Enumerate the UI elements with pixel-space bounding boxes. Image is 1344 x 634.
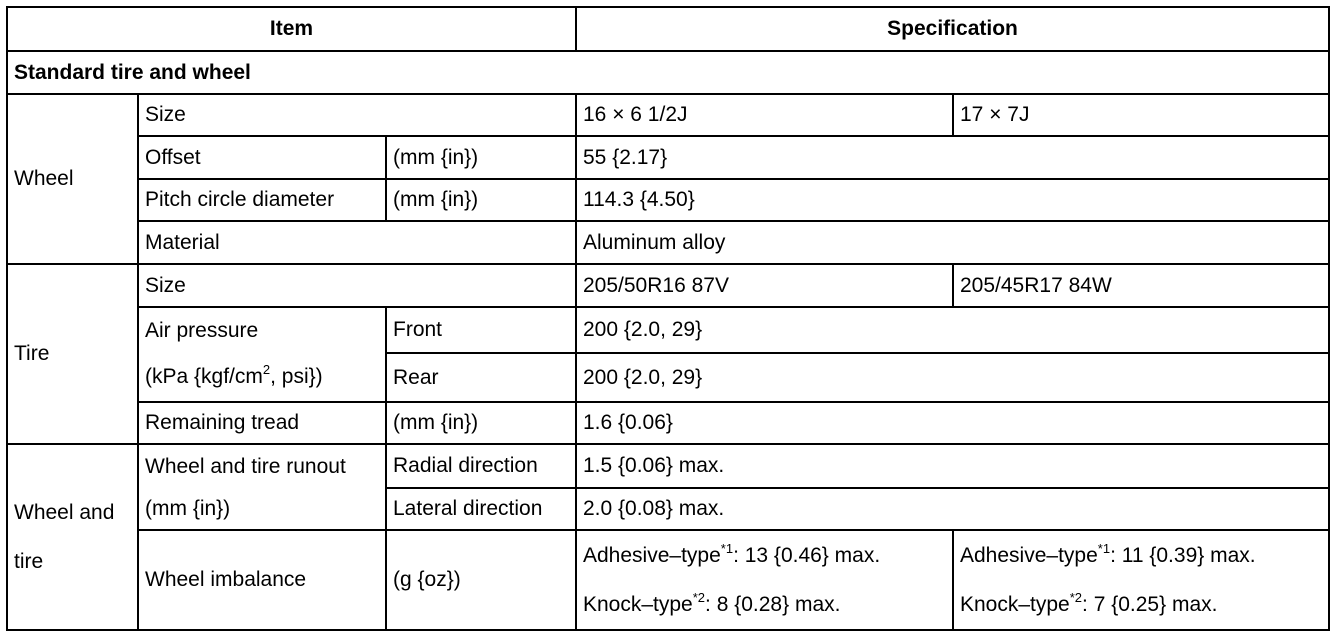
wheel-size-17: 17 × 7J bbox=[953, 94, 1329, 136]
offset-label: Offset bbox=[138, 136, 386, 179]
section-title: Standard tire and wheel bbox=[7, 51, 1329, 94]
group-tire: Tire bbox=[7, 264, 138, 444]
table-row bbox=[7, 353, 1329, 402]
header-specification: Specification bbox=[576, 7, 1329, 51]
group-wheel: Wheel bbox=[7, 94, 138, 264]
rear-label: Rear bbox=[386, 353, 576, 402]
wheel-size-label: Size bbox=[138, 94, 576, 136]
table-row bbox=[7, 488, 1329, 530]
pcd-value: 114.3 {4.50} bbox=[576, 179, 1329, 221]
table-row bbox=[7, 221, 1329, 264]
air-pressure-label: Air pressure bbox=[138, 307, 386, 353]
radial-label: Radial direction bbox=[386, 444, 576, 488]
pcd-unit: (mm {in}) bbox=[386, 179, 576, 221]
front-label: Front bbox=[386, 307, 576, 353]
rear-value: 200 {2.0, 29} bbox=[576, 353, 1329, 402]
tread-label: Remaining tread bbox=[138, 402, 386, 444]
imbalance-17: Adhesive–type$^{*1}$: 11 {0.39} max. Knock–type$^{*2}$: 7 {0.25} max. bbox=[953, 530, 1329, 630]
table-row bbox=[7, 264, 1329, 307]
imbalance-16: Adhesive–type$^{*1}$: 13 {0.46} max. Knock–type$^{*2}$: 8 {0.28} max. bbox=[576, 530, 953, 630]
tire-size-17: 205/45R17 84W bbox=[953, 264, 1329, 307]
lateral-label: Lateral direction bbox=[386, 488, 576, 530]
offset-value: 55 {2.17} bbox=[576, 136, 1329, 179]
group-wheel-and-tire: Wheel and tire bbox=[7, 444, 138, 630]
material-label: Material bbox=[138, 221, 576, 264]
section-row bbox=[7, 51, 1329, 94]
lateral-value: 2.0 {0.08} max. bbox=[576, 488, 1329, 530]
offset-unit: (mm {in}) bbox=[386, 136, 576, 179]
front-value: 200 {2.0, 29} bbox=[576, 307, 1329, 353]
table-row bbox=[7, 444, 1329, 488]
material-value: Aluminum alloy bbox=[576, 221, 1329, 264]
tread-unit: (mm {in}) bbox=[386, 402, 576, 444]
table-row bbox=[7, 136, 1329, 179]
header-item: Item bbox=[7, 7, 576, 51]
radial-value: 1.5 {0.06} max. bbox=[576, 444, 1329, 488]
runout-label: Wheel and tire runout bbox=[138, 444, 386, 488]
tire-size-16: 205/50R16 87V bbox=[576, 264, 953, 307]
wheel-size-16: 16 × 6 1/2J bbox=[576, 94, 953, 136]
runout-unit: (mm {in}) bbox=[138, 488, 386, 530]
table-row bbox=[7, 530, 1329, 630]
table-row bbox=[7, 179, 1329, 221]
table-row bbox=[7, 94, 1329, 136]
imbalance-label: Wheel imbalance bbox=[138, 530, 386, 630]
table-row bbox=[7, 307, 1329, 353]
imbalance-unit: (g {oz}) bbox=[386, 530, 576, 630]
air-pressure-unit: (kPa {$kgf/cm^2$, psi}) bbox=[138, 353, 386, 402]
header-row bbox=[7, 7, 1329, 51]
spec-table bbox=[6, 6, 1330, 631]
tire-size-label: Size bbox=[138, 264, 576, 307]
tread-value: 1.6 {0.06} bbox=[576, 402, 1329, 444]
pcd-label: Pitch circle diameter bbox=[138, 179, 386, 221]
table-row bbox=[7, 402, 1329, 444]
